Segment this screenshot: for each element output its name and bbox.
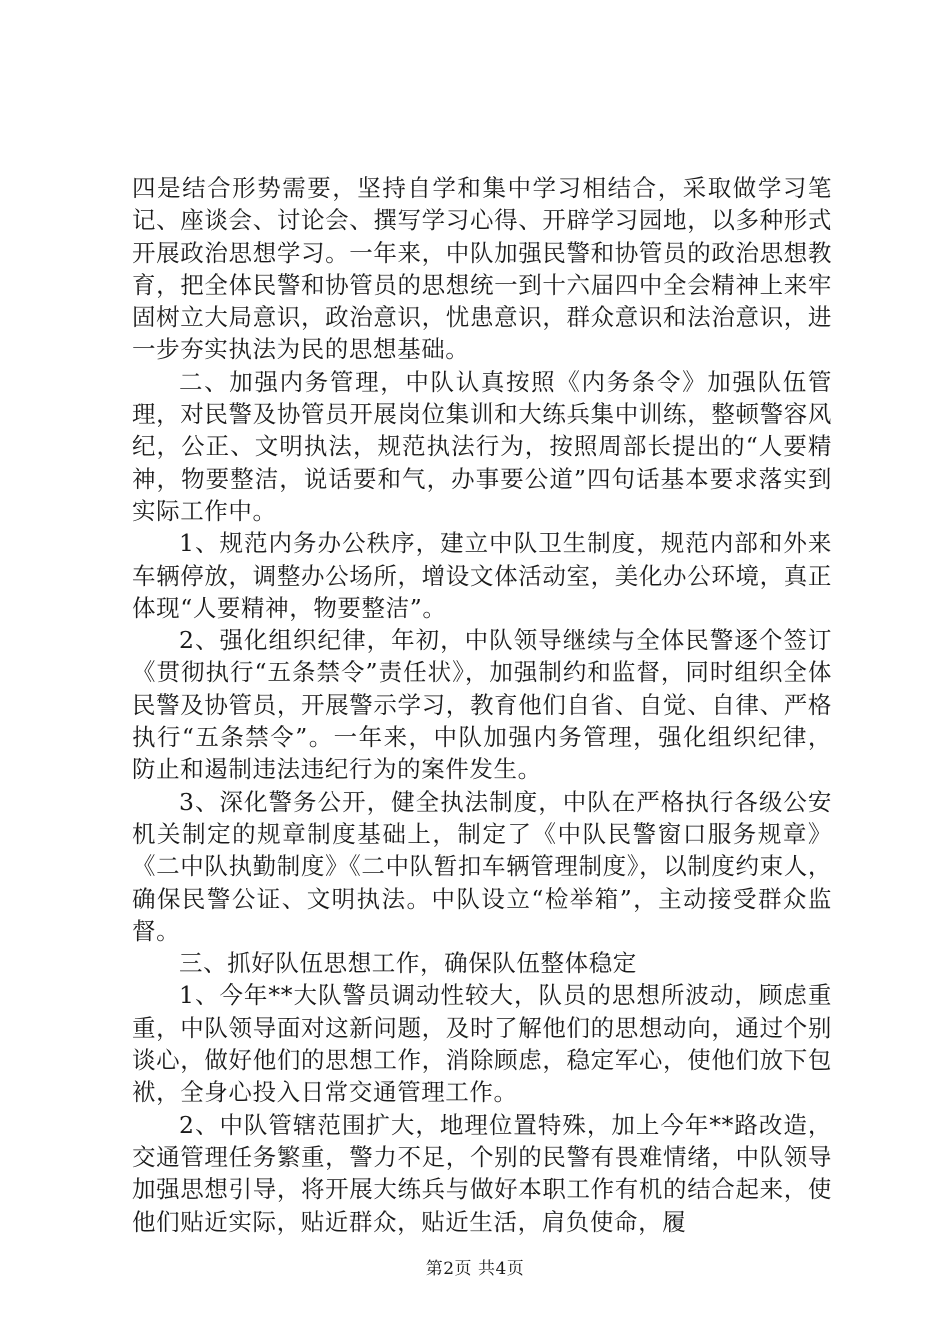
paragraph-5: 3、深化警务公开，健全执法制度，中队在严格执行各级公安机关制定的规章制度基础上，制定了《中队民警窗口服务规章》《二中队执勤制度》《二中队暂扣车辆管理制度》，以制度约束人，确保民警公证、文明执法。中队设立“检举箱”，主动接受群众监督。 xyxy=(132,787,832,945)
paragraph-6: 1、今年**大队警员调动性较大，队员的思想所波动，顾虑重重，中队领导面对这新问题，及时了解他们的思想动向，通过个别谈心，做好他们的思想工作，消除顾虑，稳定军心，使他们放下包袱，全身心投入日常交通管理工作。 xyxy=(132,981,832,1107)
paragraph-4: 2、强化组织纪律，年初，中队领导继续与全体民警逐个签订《贯彻执行“五条禁令”责任状》，加强制约和监督，同时组织全体民警及协管员，开展警示学习，教育他们自省、自觉、自律、严格执行“五条禁令”。一年来，中队加强内务管理，强化组织纪律，防止和遏制违法违纪行为的案件发生。 xyxy=(132,626,832,784)
paragraph-2: 二、加强内务管理，中队认真按照《内务条令》加强队伍管理，对民警及协管员开展岗位集训和大练兵集中训练，整顿警容风纪，公正、文明执法，规范执法行为，按照周部长提出的“人要精神，物要整洁，说话要和气，办事要公道”四句话基本要求落实到实际工作中。 xyxy=(132,367,832,525)
page-number-footer: 第2页 共4页 xyxy=(425,1259,525,1279)
paragraph-1: 四是结合形势需要，坚持自学和集中学习相结合，采取做学习笔记、座谈会、讨论会、撰写学习心得、开辟学习园地，以多种形式开展政治思想学习。一年来，中队加强民警和协管员的政治思想教育，把全体民警和协管员的思想统一到十六届四中全会精神上来牢固树立大局意识，政治意识，忧患意识，群众意识和法治意识，进一步夯实执法为民的思想基础。 xyxy=(132,174,832,364)
document-body xyxy=(132,172,832,1238)
paragraph-3: 1、规范内务办公秩序，建立中队卫生制度，规范内部和外来车辆停放，调整办公场所，增设文体活动室，美化办公环境，真正体现“人要精神，物要整洁”。 xyxy=(132,529,832,622)
section-heading-3: 三、抓好队伍思想工作，确保队伍整体稳定 xyxy=(179,949,637,978)
paragraph-7: 2、中队管辖范围扩大，地理位置特殊，加上今年**路改造，交通管理任务繁重，警力不足，个别的民警有畏难情绪，中队领导加强思想引导，将开展大练兵与做好本职工作有机的结合起来，使他们贴近实际，贴近群众，贴近生活，肩负使命，履 xyxy=(132,1110,832,1236)
